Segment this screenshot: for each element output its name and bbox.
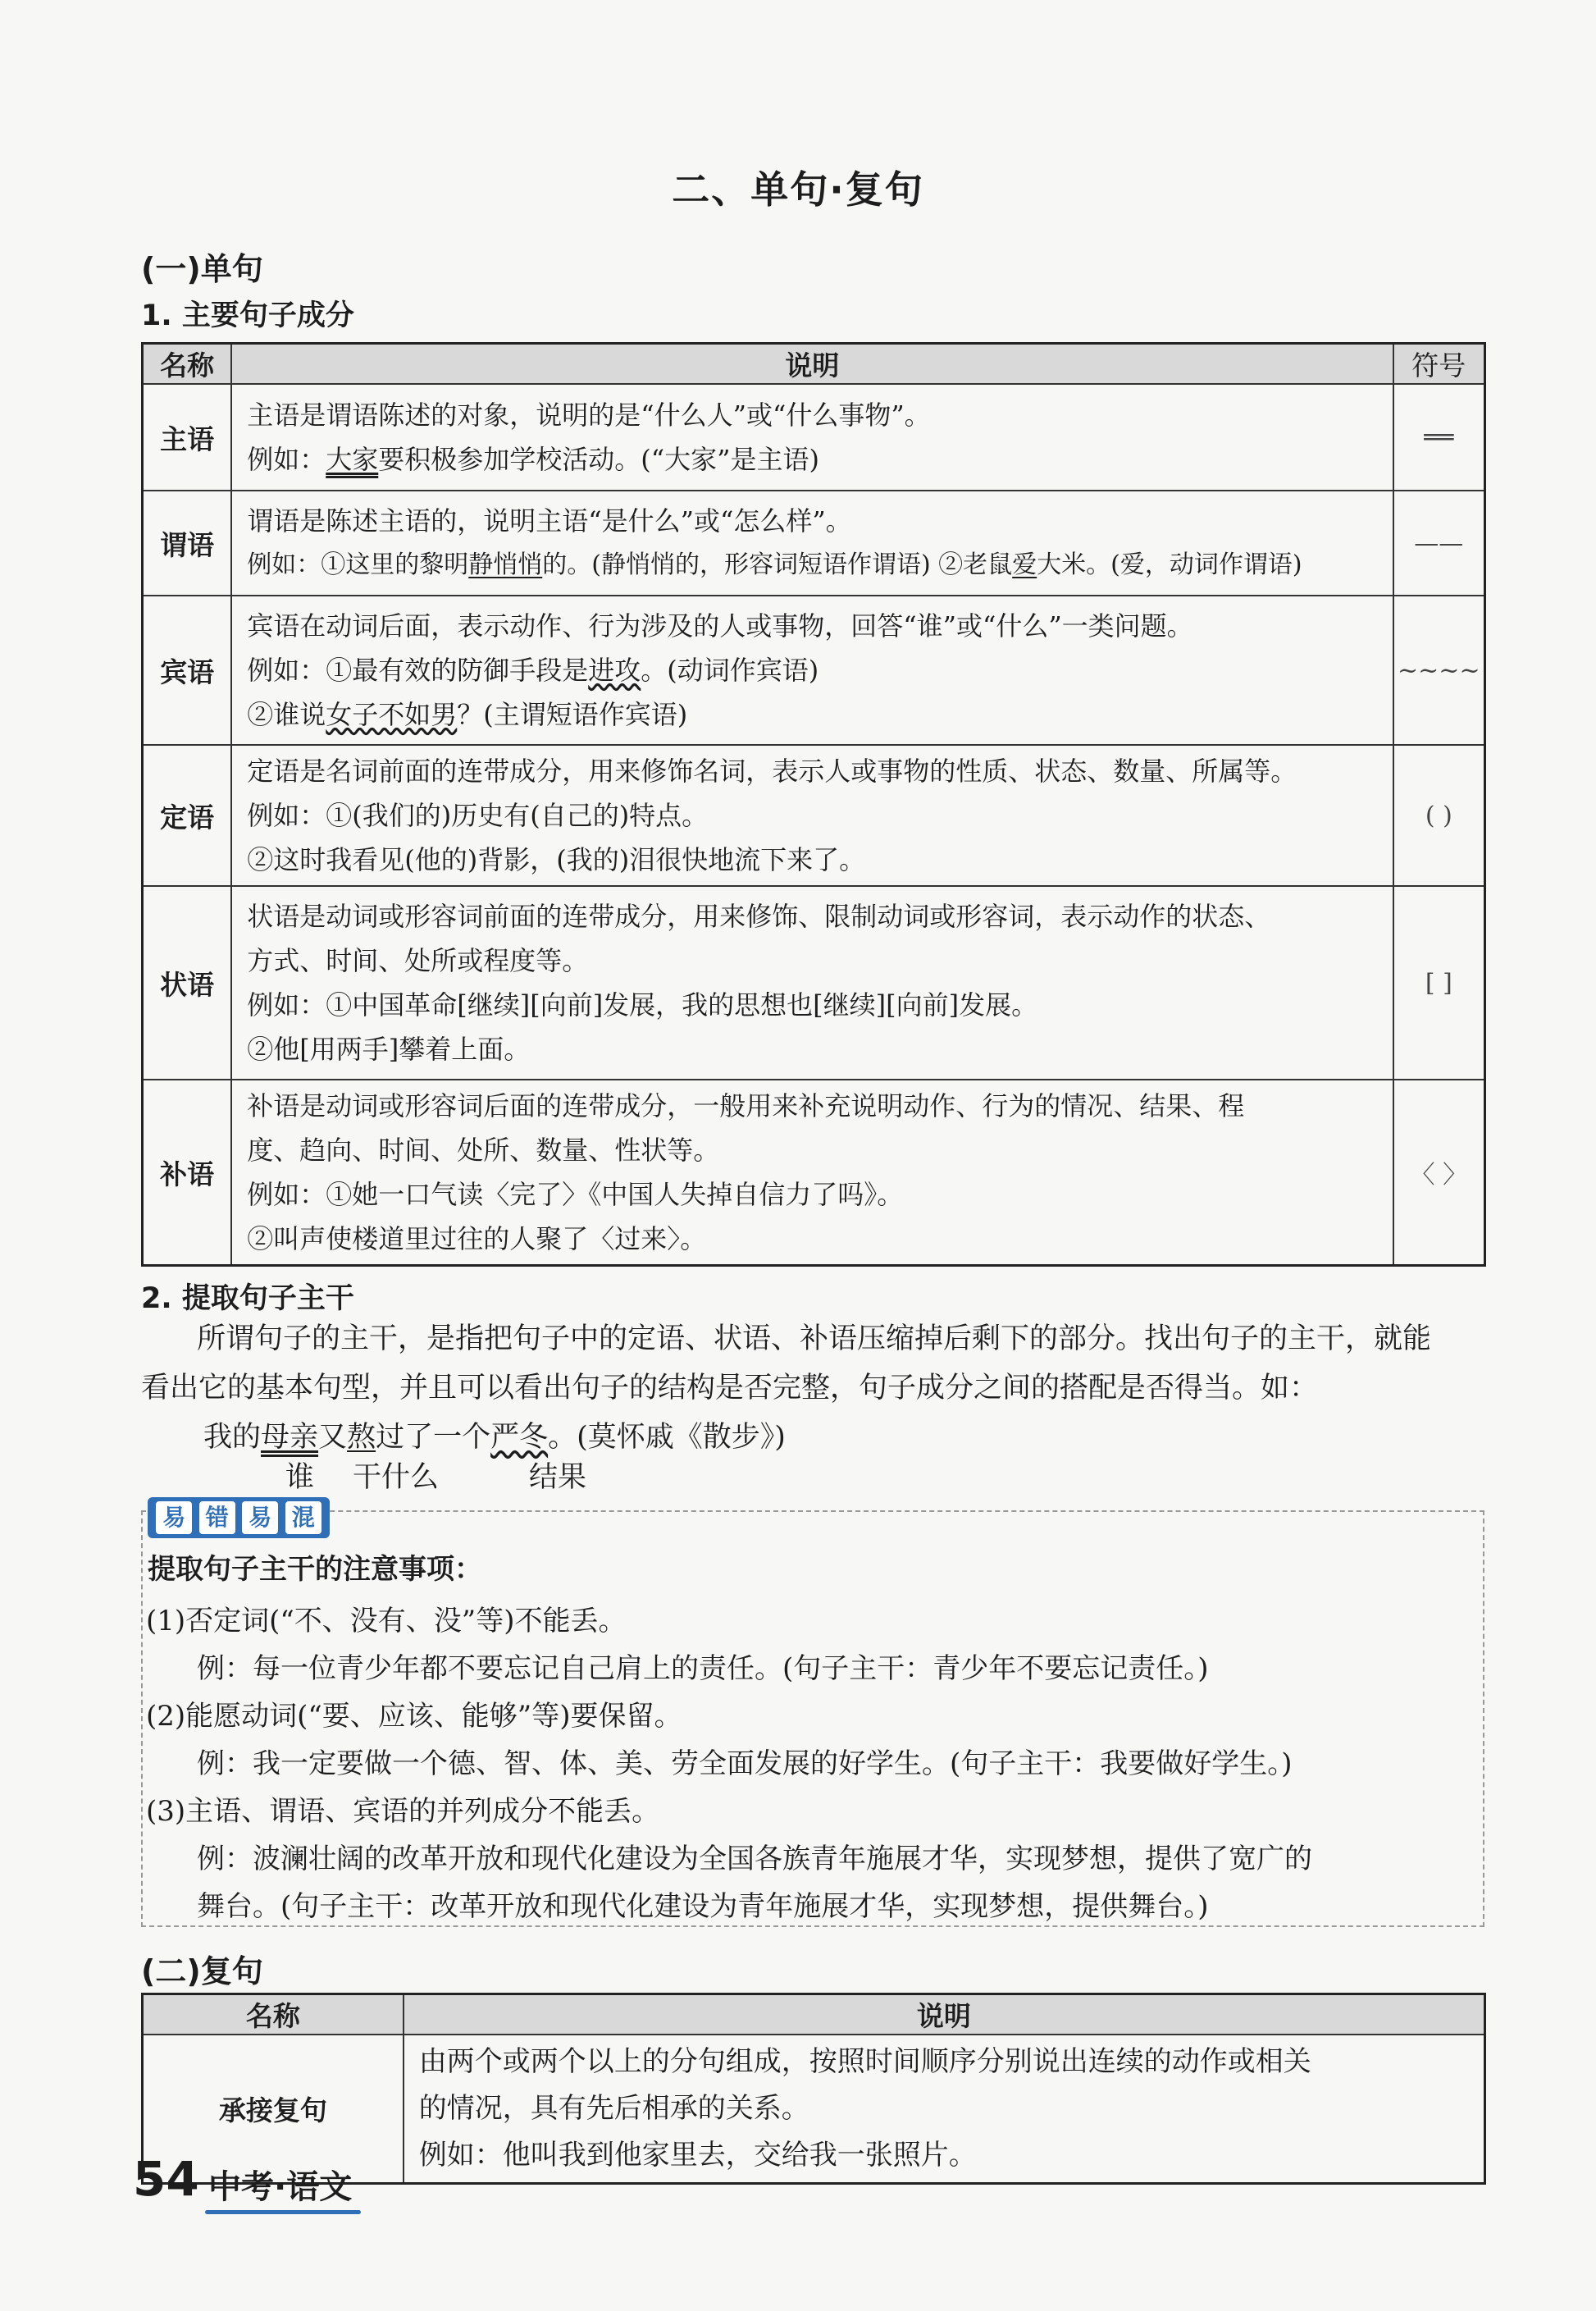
row-symbol: ══ — [1393, 384, 1485, 491]
desc-line: 例如：①她一口气读〈完了〉《中国人失掉自信力了吗》。 — [247, 1179, 904, 1210]
row-name: 定语 — [143, 745, 232, 886]
subheading-components: 1. 主要句子成分 — [141, 299, 354, 332]
row-name: 补语 — [143, 1080, 232, 1266]
desc-line: 的情况，具有先后相承的关系。 — [418, 2092, 809, 2125]
text: ②谁说 — [247, 699, 326, 730]
header-name: 名称 — [143, 1994, 404, 2035]
table-row — [143, 384, 1485, 491]
desc-line: ②他[用两手]攀着上面。 — [247, 1034, 531, 1065]
paragraph-line: 看出它的基本句型，并且可以看出句子的结构是否完整，句子成分之间的搭配是否得当。如： — [141, 1372, 1319, 1404]
header-desc: 说明 — [231, 344, 1393, 385]
desc-line: 状语是动词或形容词前面的连带成分，用来修饰、限制动词或形容词，表示动作的状态、 — [247, 901, 1271, 932]
desc-line: 主语是谓语陈述的对象，说明的是“什么人”或“什么事物”。 — [247, 400, 931, 431]
desc-line: 定语是名词前面的连带成分，用来修饰名词，表示人或事物的性质、状态、数量、所属等。 — [247, 756, 1297, 787]
object-mark: 女子不如男 — [326, 699, 458, 730]
row-symbol: [ ] — [1393, 886, 1485, 1080]
header-symbol: 符号 — [1393, 344, 1485, 385]
note-title: 提取句子主干的注意事项： — [148, 1553, 482, 1586]
table-row — [143, 1080, 1485, 1266]
predicate-mark: 爱 — [1012, 550, 1037, 579]
text: 例如：①这里的黎明 — [247, 550, 469, 579]
desc-line: 方式、时间、处所或程度等。 — [247, 945, 589, 976]
section-heading-simple: (一)单句 — [141, 251, 263, 287]
text: 要积极参加学校活动。(“大家”是主语) — [378, 444, 819, 475]
table-row — [143, 596, 1485, 745]
row-symbol: 〈 〉 — [1393, 1080, 1485, 1266]
label-who: 谁 — [285, 1461, 315, 1494]
error-prone-badge — [148, 1497, 330, 1538]
row-name: 状语 — [143, 886, 232, 1080]
desc-line: 由两个或两个以上的分句组成，按照时间顺序分别说出连续的动作或相关 — [418, 2045, 1311, 2078]
predicate-mark: 静悄悄 — [468, 550, 543, 579]
row-desc — [231, 491, 1393, 596]
row-desc — [231, 886, 1393, 1080]
desc-line: 例如：①中国革命[继续][向前]发展，我的思想也[继续][向前]发展。 — [247, 989, 1038, 1021]
row-name: 谓语 — [143, 491, 232, 596]
compound-table — [141, 1993, 1486, 2185]
row-desc — [231, 596, 1393, 745]
subheading-trunk: 2. 提取句子主干 — [141, 1282, 354, 1315]
note-line: (2)能愿动词(“要、应该、能够”等)要保留。 — [146, 1700, 682, 1733]
row-name: 宾语 — [143, 596, 232, 745]
row-name: 承接复句 — [143, 2035, 404, 2184]
row-symbol: ~~~~ — [1393, 596, 1485, 745]
row-desc — [231, 384, 1393, 491]
subject-mark: 大家 — [326, 444, 379, 475]
label-what: 干什么 — [353, 1461, 440, 1494]
predicate-mark: 熬 — [347, 1421, 376, 1454]
desc-line — [247, 648, 1377, 692]
table-row — [143, 491, 1485, 596]
row-desc — [404, 2035, 1485, 2184]
page-title: 二、单句·复句 — [672, 167, 924, 212]
desc-line: 度、趋向、时间、处所、数量、性状等。 — [247, 1135, 720, 1166]
text: 过了一个 — [376, 1421, 491, 1454]
object-mark: 进攻 — [588, 655, 641, 686]
table-header — [143, 1994, 1485, 2035]
label-result: 结果 — [529, 1461, 587, 1494]
header-desc: 说明 — [404, 1994, 1485, 2035]
text: 例如： — [247, 444, 326, 475]
book-title: 中考·语文 — [208, 2168, 353, 2206]
desc-line — [247, 543, 1377, 587]
text: 例如：①最有效的防御手段是 — [247, 655, 589, 686]
desc-line: 谓语是陈述主语的，说明主语“是什么”或“怎么样”。 — [247, 505, 852, 537]
text: 的。(静悄悄的，形容词短语作谓语) ②老鼠 — [542, 550, 1013, 579]
note-line: 例：波澜壮阔的改革开放和现代化建设为全国各族青年施展才华，实现梦想，提供了宽广的 — [197, 1843, 1312, 1875]
text: 我的 — [203, 1421, 262, 1454]
header-name: 名称 — [143, 344, 232, 385]
desc-line — [247, 437, 1377, 482]
note-line: (3)主语、谓语、宾语的并列成分不能丢。 — [146, 1795, 660, 1828]
row-symbol: ( ) — [1393, 745, 1485, 886]
paragraph-line: 所谓句子的主干，是指把句子中的定语、状语、补语压缩掉后剩下的部分。找出句子的主干，就能 — [197, 1322, 1432, 1355]
desc-line: ②这时我看见(他的)背影，(我的)泪很快地流下来了。 — [247, 844, 866, 875]
desc-line: 补语是动词或形容词后面的连带成分，一般用来补充说明动作、行为的情况、结果、程 — [247, 1090, 1245, 1121]
text: ？(主谓短语作宾语) — [457, 699, 688, 730]
footer-accent-line — [205, 2210, 361, 2214]
desc-line: 例如：①(我们的)历史有(自己的)特点。 — [247, 800, 709, 831]
note-line: 例：我一定要做一个德、智、体、美、劳全面发展的好学生。(句子主干：我要做好学生。) — [197, 1747, 1293, 1780]
table-header — [143, 344, 1485, 385]
page-number: 54 — [133, 2151, 199, 2207]
subject-mark: 母亲 — [261, 1421, 319, 1454]
desc-line: 宾语在动词后面，表示动作、行为涉及的人或事物，回答“谁”或“什么”一类问题。 — [247, 610, 1193, 642]
desc-line: 例如：他叫我到他家里去，交给我一张照片。 — [418, 2139, 977, 2172]
table-row — [143, 886, 1485, 1080]
note-line: (1)否定词(“不、没有、没”等)不能丢。 — [146, 1605, 627, 1637]
badge-char: 错 — [199, 1501, 235, 1534]
badge-char: 混 — [285, 1501, 321, 1534]
text: 大米。(爱，动词作谓语) — [1037, 550, 1302, 579]
components-table — [141, 342, 1486, 1267]
row-desc — [231, 1080, 1393, 1266]
note-line: 舞台。(句子主干：改革开放和现代化建设为青年施展才华，实现梦想，提供舞台。) — [197, 1890, 1209, 1923]
note-line: 例：每一位青少年都不要忘记自己肩上的责任。(句子主干：青少年不要忘记责任。) — [197, 1652, 1209, 1685]
text: 。(莫怀戚《散步》) — [548, 1421, 786, 1454]
row-symbol: —— — [1393, 491, 1485, 596]
section-heading-compound: (二)复句 — [141, 1953, 263, 1989]
text: 。(动词作宾语) — [641, 655, 819, 686]
badge-char: 易 — [156, 1501, 192, 1534]
desc-line: ②叫声使楼道里过往的人聚了〈过来〉。 — [247, 1223, 707, 1254]
text: 又 — [318, 1421, 348, 1454]
object-mark: 严冬 — [490, 1421, 549, 1454]
badge-char: 易 — [242, 1501, 278, 1534]
row-name: 主语 — [143, 384, 232, 491]
desc-line — [247, 692, 1377, 737]
row-desc — [231, 745, 1393, 886]
table-row — [143, 745, 1485, 886]
